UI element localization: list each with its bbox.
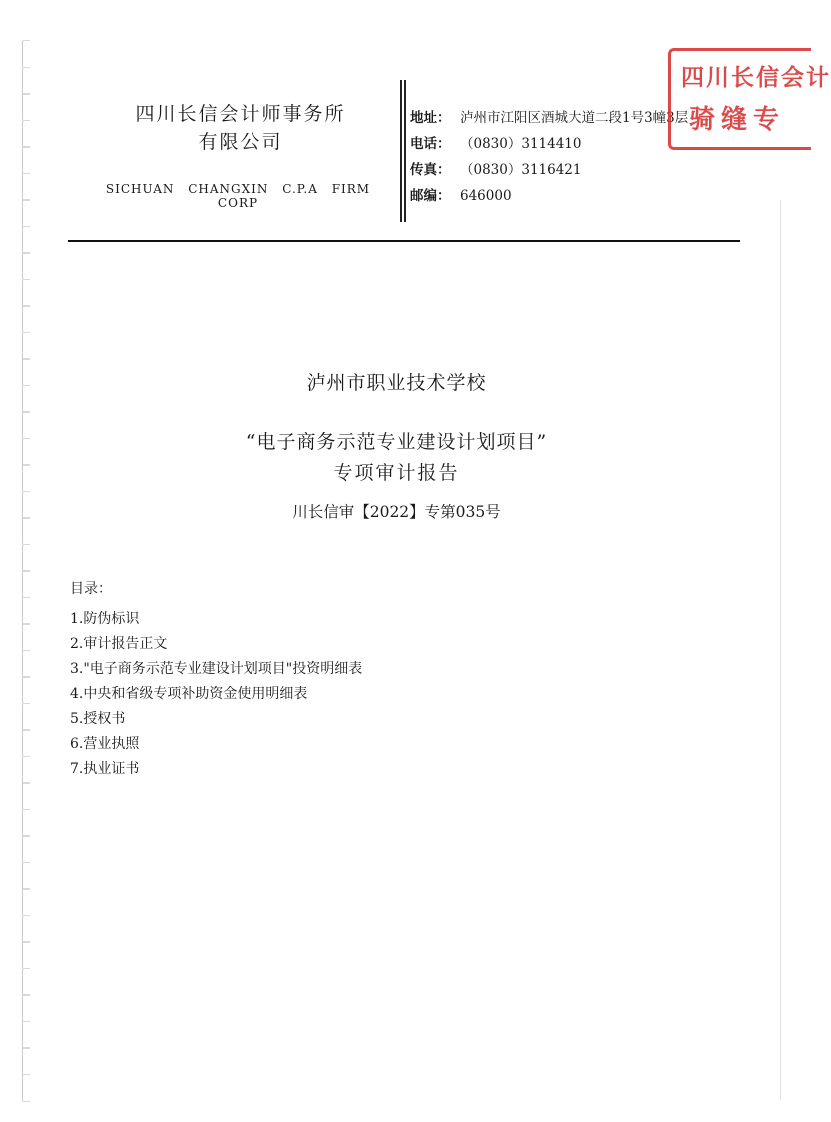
binding-hole bbox=[22, 305, 30, 333]
binding-hole bbox=[22, 226, 30, 254]
binding-hole bbox=[22, 199, 30, 227]
binding-hole bbox=[22, 941, 30, 969]
toc-item: 4.中央和省级专项补助资金使用明细表 bbox=[70, 686, 308, 702]
binding-hole bbox=[22, 252, 30, 280]
binding-hole bbox=[22, 1047, 30, 1075]
toc-item: 3."电子商务示范专业建设计划项目"投资明细表 bbox=[70, 661, 363, 677]
seal-stamp bbox=[668, 48, 831, 150]
binding-hole bbox=[22, 332, 30, 360]
binding-hole bbox=[22, 570, 30, 598]
binding-hole bbox=[22, 756, 30, 784]
contact-phone bbox=[410, 131, 688, 157]
binding-hole bbox=[22, 968, 30, 996]
binding-hole bbox=[22, 67, 30, 95]
contact-postcode bbox=[410, 183, 688, 209]
binding-hole bbox=[22, 279, 30, 307]
firm-name-english: SICHUAN CHANGXIN C.P.A FIRM CORP bbox=[105, 182, 371, 210]
binding-hole bbox=[22, 173, 30, 201]
seal-stamp-line2: 骑缝专 bbox=[689, 105, 786, 135]
binding-hole bbox=[22, 120, 30, 148]
binding-hole bbox=[22, 676, 30, 704]
contact-value: （0830）3114410 bbox=[460, 136, 582, 152]
contact-value: （0830）3116421 bbox=[460, 162, 582, 178]
binding-hole bbox=[22, 650, 30, 678]
binding-hole bbox=[22, 888, 30, 916]
contact-block bbox=[410, 105, 688, 209]
toc-item: 5.授权书 bbox=[70, 711, 126, 727]
binding-hole bbox=[22, 994, 30, 1022]
contact-value: 泸州市江阳区酒城大道二段1号3幢3层 bbox=[460, 110, 689, 126]
firm-name bbox=[118, 100, 363, 156]
document-number: 川长信审【2022】专第035号 bbox=[292, 503, 501, 521]
binding-hole bbox=[22, 809, 30, 837]
organization-name: 泸州市职业技术学校 bbox=[306, 372, 487, 394]
binding-hole bbox=[22, 146, 30, 174]
header-divider-right bbox=[404, 80, 406, 222]
binding-holes bbox=[22, 40, 34, 1100]
contact-fax bbox=[410, 157, 688, 183]
contact-value: 646000 bbox=[460, 188, 512, 204]
header-divider-left bbox=[400, 80, 402, 222]
toc-item: 1.防伪标识 bbox=[70, 611, 140, 627]
toc-heading: 目录： bbox=[70, 581, 112, 597]
report-subtitle: 专项审计报告 bbox=[333, 462, 460, 484]
toc-list bbox=[70, 607, 362, 782]
contact-label: 邮编： bbox=[410, 188, 451, 204]
binding-hole bbox=[22, 915, 30, 943]
toc-item: 2.审计报告正文 bbox=[70, 636, 168, 652]
binding-hole bbox=[22, 623, 30, 651]
toc-item: 6.营业执照 bbox=[70, 736, 140, 752]
binding-hole bbox=[22, 40, 30, 68]
page-edge-shadow bbox=[780, 200, 781, 1100]
contact-label: 电话： bbox=[410, 136, 451, 152]
toc-item: 7.执业证书 bbox=[70, 761, 140, 777]
binding-hole bbox=[22, 729, 30, 757]
binding-hole bbox=[22, 93, 30, 121]
firm-name-line1: 四川长信会计师事务所 bbox=[135, 103, 346, 125]
binding-hole bbox=[22, 862, 30, 890]
firm-name-line2: 有限公司 bbox=[198, 131, 283, 153]
report-title: “电子商务示范专业建设计划项目” bbox=[245, 431, 548, 453]
binding-hole bbox=[22, 703, 30, 731]
binding-hole bbox=[22, 835, 30, 863]
contact-label: 传真： bbox=[410, 162, 451, 178]
binding-hole bbox=[22, 782, 30, 810]
binding-hole bbox=[22, 544, 30, 572]
contact-address bbox=[410, 105, 688, 131]
binding-hole bbox=[22, 1021, 30, 1049]
binding-hole bbox=[22, 1074, 30, 1102]
binding-hole bbox=[22, 597, 30, 625]
header-rule bbox=[68, 240, 740, 242]
contact-label: 地址： bbox=[410, 110, 451, 126]
seal-stamp-line1: 四川长信会计 bbox=[681, 64, 831, 91]
